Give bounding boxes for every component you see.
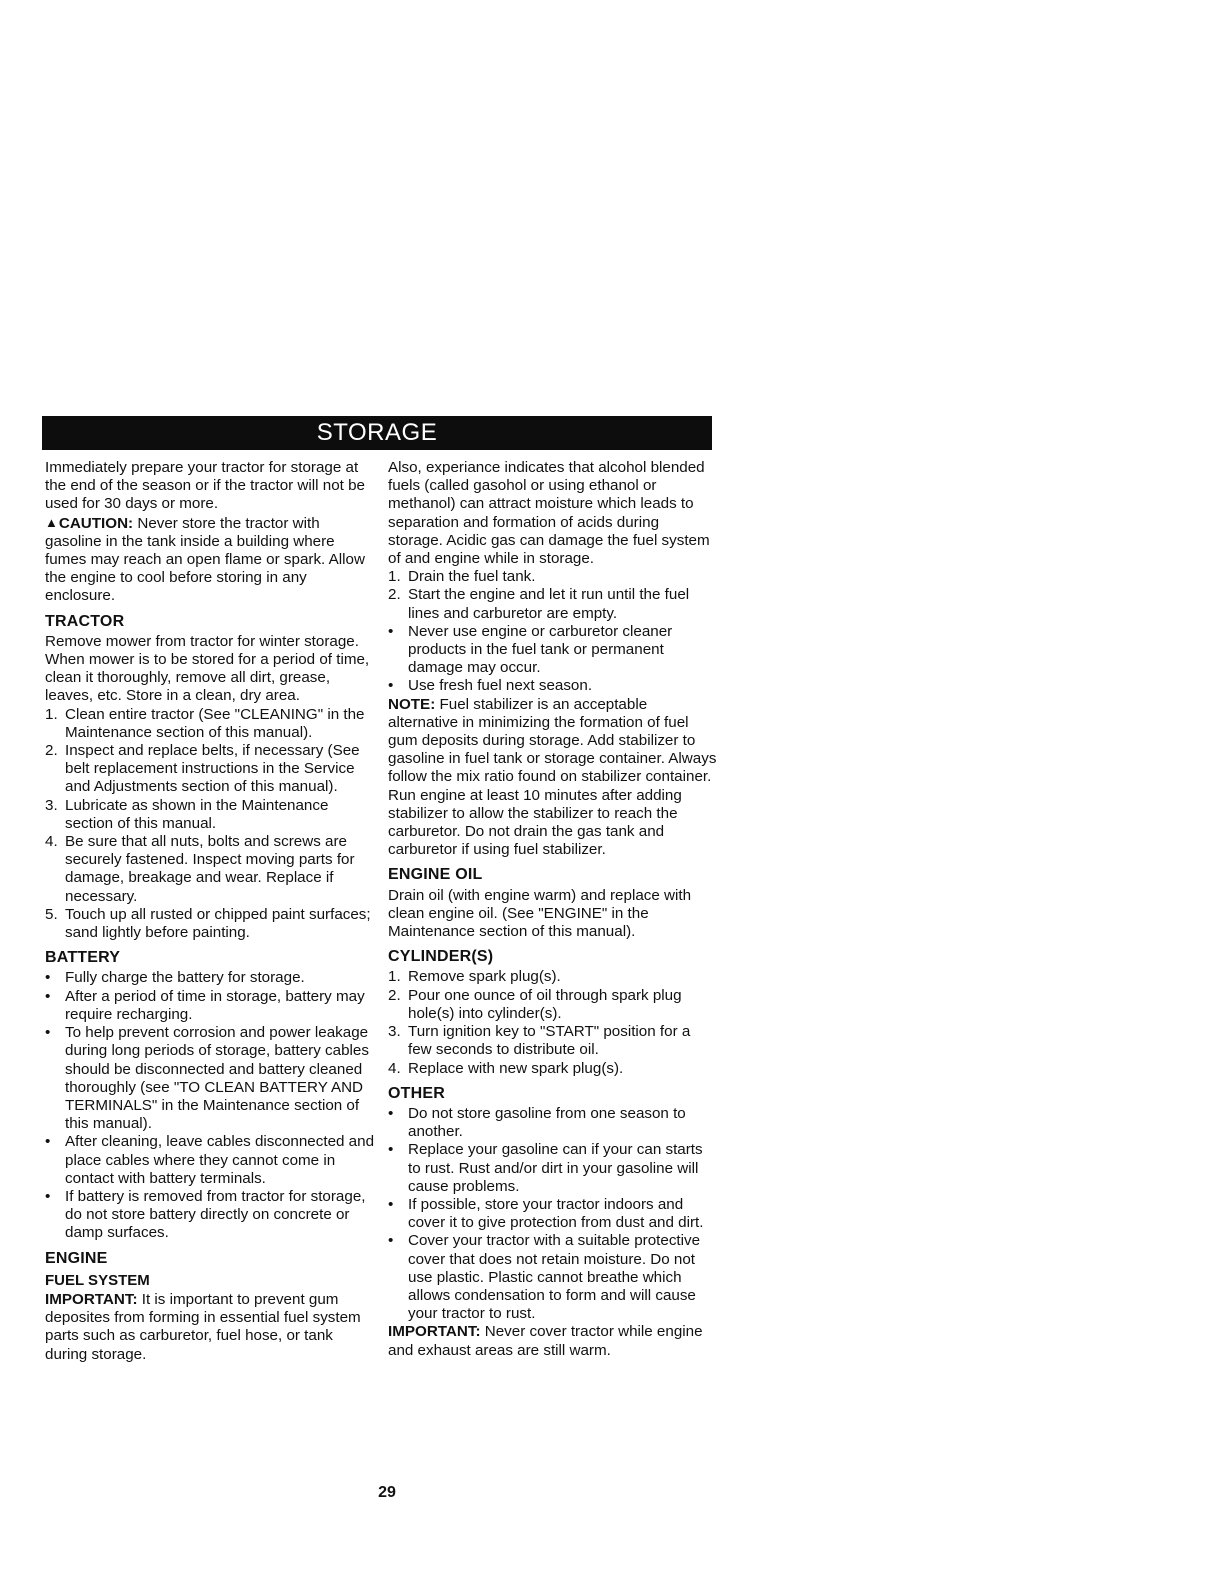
list-item: 2. Pour one ounce of oil through spark plug hole(s) into cylinder(s). [388,986,682,1022]
page-number: 29 [378,1484,396,1501]
list-item: • Fully charge the battery for storage. [45,969,305,987]
list-item: 1. Remove spark plug(s). [388,968,561,986]
bullet-icon: • [388,622,394,640]
important-warm-paragraph [388,1323,718,1359]
bullet-icon: • [45,987,51,1005]
fuel-bullets-list [388,623,718,696]
note-text: Fuel stabilizer is an acceptable alternative in minimizing the formation of fuel gum deposits during storage. Add stabilizer to gasoline in fuel tank or storage container. Always follow the mix ratio found on stabilizer container. Run engine at least 10 minutes after adding stabilizer to allow the stabilizer to reach the carburetor. Do not drain the gas tank and carburetor if using fuel stabilizer. [388,695,717,859]
bullet-icon: • [45,1133,51,1151]
tractor-heading: TRACTOR [45,612,125,630]
important-text: It is important to prevent gum deposites from forming in essential fuel system parts such as carburetor, fuel hose, or tank during storage. [45,1290,361,1363]
bullet-icon: • [388,1141,394,1159]
engine-heading: ENGINE [45,1249,108,1267]
caution-text: Never store the tractor with gasoline in the tank inside a building where fumes may reach an open flame or spark. Allow the engine to cool before storing in any enclosure. [45,514,365,605]
list-item: 2. Start the engine and let it run until the fuel lines and carburetor are empty. [388,586,690,622]
tractor-text: Remove mower from tractor for winter storage. When mower is to be stored for a period of time, clean it thoroughly, remove all dirt, grease, leaves, etc. Store in a clean, dry area. [45,632,370,705]
warning-triangle-icon: ▲ [45,514,58,530]
other-bullets-list [388,1105,718,1323]
alcohol-fuel-text: Also, experiance indicates that alcohol blended fuels (called gasohol or using ethanol or methanol) can attract moisture which leads to separation and formation of acids during storage. Acidic gas can damage the fuel system of and engine while in storage. [388,459,710,568]
bullet-icon: • [45,1024,51,1042]
engine-oil-heading: ENGINE OIL [388,866,483,884]
important-text: Never cover tractor while engine and exhaust areas are still warm. [388,1323,703,1359]
list-item: 5. Touch up all rusted or chipped paint surfaces; sand lightly before painting. [45,905,371,942]
list-item: • After cleaning, leave cables disconnected and place cables where they cannot come in contact with battery terminals. [45,1133,375,1187]
other-heading: OTHER [388,1084,445,1102]
important-label: IMPORTANT: [45,1290,138,1308]
list-item: 2. Inspect and replace belts, if necessary (See belt replacement instructions in the Service and Adjustments section of this manual). [45,742,360,796]
list-item: 1. Drain the fuel tank. [388,568,536,586]
section-banner [42,416,712,450]
engine-oil-text: Drain oil (with engine warm) and replace with clean engine oil. (See "ENGINE" in the Maintenance section of this manual). [388,886,692,941]
bullet-icon: • [45,1187,51,1205]
list-item: • Replace your gasoline can if your can starts to rust. Rust and/or dirt in your gasoline will cause problems. [388,1141,703,1195]
bullet-icon: • [388,677,394,695]
list-item: 3. Lubricate as shown in the Maintenance section of this manual. [45,796,329,832]
list-item: 1. Clean entire tractor (See "CLEANING" in the Maintenance section of this manual). [45,705,365,741]
battery-heading: BATTERY [45,949,121,967]
list-item: • To help prevent corrosion and power leakage during long periods of storage, battery cables should be disconnected and battery cleaned thoroughly (see "TO CLEAN BATTERY AND TERMINALS" in the Maintenance section of this manual). [45,1024,369,1133]
note-label: NOTE: [388,695,436,713]
note-paragraph [388,696,718,860]
caution-paragraph [45,514,375,606]
cylinder-steps-list [388,968,718,1077]
list-item: • After a period of time in storage, battery may require recharging. [45,987,365,1023]
bullet-icon: • [388,1104,394,1122]
list-item: • If battery is removed from tractor for storage, do not store battery directly on concrete or damp surfaces. [45,1187,366,1242]
fuel-steps-list [388,568,718,623]
fuel-system-heading: FUEL SYSTEM [45,1271,150,1289]
list-item: • Do not store gasoline from one season to another. [388,1104,686,1141]
battery-bullets-list [45,969,375,1242]
important-paragraph [45,1291,375,1364]
list-item: • If possible, store your tractor indoors and cover it to give protection from dust and dirt. [388,1195,704,1232]
storage-intro: Immediately prepare your tractor for storage at the end of the season or if the tractor will not be used for 30 days or more. [45,459,365,513]
caution-label: CAUTION: [58,514,134,532]
important-label: IMPORTANT: [388,1323,481,1341]
cylinders-heading: CYLINDER(S) [388,948,494,966]
list-item: • Use fresh fuel next season. [388,677,593,695]
left-column [45,459,375,1364]
list-item: 3. Turn ignition key to "START" position for a few seconds to distribute oil. [388,1023,691,1059]
list-item: 4. Be sure that all nuts, bolts and screws are securely fastened. Inspect moving parts for damage, breakage and wear. Replace if necessary. [45,833,355,905]
list-item: • Cover your tractor with a suitable protective cover that does not retain moisture. Do not use plastic. Plastic cannot breathe which allows condensation to form and will cause your tractor to rust. [388,1232,701,1323]
bullet-icon: • [388,1232,394,1250]
banner-title: STORAGE [316,419,438,446]
tractor-steps-list [45,706,375,943]
right-column [388,459,718,1360]
bullet-icon: • [45,969,51,987]
list-item: 4. Replace with new spark plug(s). [388,1059,624,1077]
bullet-icon: • [388,1195,394,1213]
list-item: • Never use engine or carburetor cleaner products in the fuel tank or permanent damage may occur. [388,622,673,677]
